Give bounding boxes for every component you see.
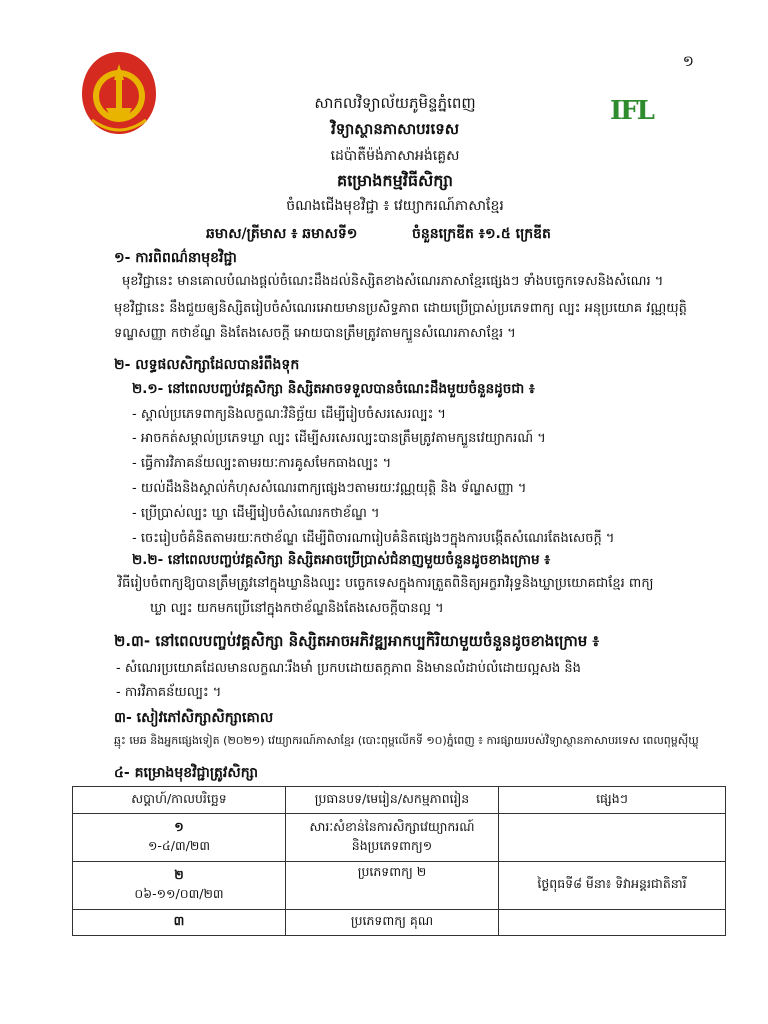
department-name: ដេប៉ាតឺម៉ង់ភាសាអង់គ្លេស (330, 148, 460, 164)
institute-name: វិទ្យាស្ថានភាសាបរទេស (330, 120, 460, 138)
week-cell (73, 814, 286, 862)
table-header-row (73, 787, 726, 814)
section4-title: ៤- គម្រោងមុខវិជ្ជាត្រូវសិក្សា (114, 765, 258, 781)
outcome-bullet: - អាចកត់សម្គាល់ប្រភេទឃ្លា ល្បះ ដើម្បីសរសេរល្បះបានត្រឹមត្រូវតាមក្បួនវេយ្យាករណ៍ ។ (132, 431, 546, 446)
outcome-bullet: - យល់ដឹងនិងស្គាល់កំហុសសំណេរពាក្យផ្សេងៗតាមរយៈវណ្ណយុត្តិ និង ទ័ណ្ឌសញ្ញា ។ (132, 481, 527, 496)
topic-line: និងប្រភេទពាក្យ១ (351, 837, 433, 853)
topic-line: ប្រភេទពាក្យ ២ (357, 864, 427, 879)
outcome-bullet: - ចេះរៀបចំគំនិតតាមរយៈកថាខ័ណ្ឌ ដើម្បីពិចារណារៀបគំនិតផ្សេងៗក្នុងការបង្កើតសំណេរតែងសេចក្តី ។ (132, 531, 615, 546)
university-seal-icon (80, 50, 158, 136)
table-row (73, 814, 726, 862)
document-title: គម្រោងកម្មវិធីសិក្សា (337, 171, 453, 190)
week-number: ២ (174, 866, 184, 882)
table-row (73, 862, 726, 910)
topic-line: សារៈសំខាន់នៃការសិក្សាវេយ្យាករណ៍ (309, 818, 475, 834)
reference-citation: ឆ្មុះ មេឆ និងអ្នកផ្សេងទៀត (២០២១) វេយ្យាករណ៍ភាសាខ្មែរ (បោះពុម្ពលើកទី ១០)ភ្នំពេញ ៖ ការផ្សាយរបស់វិទ្យាស្ថានភាសាបរទេស ពេលពុម្ពស៊ីឃ្លុ (114, 734, 699, 747)
note-cell (499, 814, 726, 862)
section1-para2: មុខវិជ្ជានេះ នឹងជួយឲ្យនិស្សិតរៀបចំសំណេរអោយមានប្រសិទ្ធភាព ដោយប្រើប្រាស់ប្រភេទពាក្យ ល្បះ អនុប្រយោគ វណ្ណយុត្តិ (114, 301, 687, 316)
note-cell (499, 910, 726, 936)
week-cell (73, 862, 286, 910)
topic-cell (286, 862, 499, 910)
outcome-bullet: - ប្រើប្រាស់ល្បះ ឃ្លា ដើម្បីរៀបចំសំណេរកថាខ័ណ្ឌ ។ (132, 506, 380, 521)
week-date: ០៦-១១/០៣/២៣ (134, 885, 224, 901)
section1-para1: មុខវិជ្ជានេះ មានគោលបំណងផ្តល់ចំណេះដឹងដល់និស្សិតខាងសំណេរភាសាខ្មែរផ្សេងៗ ទាំងបច្ចេកទេសនិងសំណេរ ។ (122, 274, 664, 289)
table-row (73, 910, 726, 936)
section2-sub2: ២.២- នៅពេលបញ្ចប់វគ្គសិក្សា និស្សិតអាចប្រើប្រាស់ជំនាញមួយចំនួនដូចខាងក្រោម ៖ (132, 552, 551, 568)
section2-sub3: ២.៣- នៅពេលបញ្ចប់វគ្គសិក្សា និស្សិតអាចអភិវឌ្ឍអាកប្បកិរិយាមួយចំនួនដូចខាងក្រោម ៖ (114, 632, 600, 650)
topic-cell (286, 814, 499, 862)
attitude-item: - ការវិភាគន័យល្បះ ។ (116, 685, 222, 700)
outcome-bullet: - ធ្វើការវិភាគន័យល្បះតាមរយៈការគូសមែកធាងល្បះ ។ (132, 456, 392, 471)
section2-sub2-para2: ឃ្លា ល្បះ យកមកប្រើនៅក្នុងកថាខ័ណ្ឌនិងតែងសេចក្តីបានល្អ ។ (150, 601, 444, 616)
section2-sub2-para1: វិធីរៀបចំពាក្យឱ្យបានត្រឹមត្រូវនៅក្នុងឃ្លានិងល្បះ បច្ចេកទេសក្នុងការត្រួតពិនិត្យអក្ខរាវិរុទ្ធនិងឃ្លាប្រយោគជាខ្មែរ ពាក្យ (118, 576, 654, 591)
column-header: ប្រធានបទ/មេរៀន/សកម្មភាពរៀន (286, 787, 499, 814)
note-cell: ថ្ងៃពុធទី៨ មីនា៖ ទិវាអន្តរជាតិនារី (499, 862, 726, 910)
section3-title: ៣- សៀវភៅសិក្សាសិក្សាគោល (114, 710, 274, 726)
attitude-item: - សំណេរប្រយោគដែលមានលក្ខណៈរឹងមាំ ប្រកបដោយតក្កភាព និងមានលំដាប់លំដោយល្អសង និង (116, 661, 581, 676)
week-number: ៣ (173, 913, 185, 928)
ifl-logo-text: IFL (610, 96, 653, 126)
column-header: ផ្សេងៗ (499, 787, 726, 814)
week-date: ១-៤/៣/២៣ (147, 837, 211, 853)
week-number: ១ (174, 818, 184, 834)
outcome-bullet: - ស្គាល់ប្រភេទពាក្យនិងលក្ខណៈវិនិច្ឆ័យ ដើម្បីរៀបចំសរសេរល្បះ ។ (132, 407, 446, 422)
university-name: សាកលវិទ្យាល័យភូមិន្ទភ្នំពេញ (314, 94, 476, 112)
topic-line: ប្រភេទពាក្យ គុណ (350, 913, 434, 928)
semester-label: ឆមាស/ត្រីមាស ៖ ឆមាសទី១ (206, 226, 358, 242)
credits-label: ចំនួនក្រេឌីត ៖១.៥ ក្រេឌីត (412, 226, 551, 242)
page-number: ១ (682, 52, 694, 70)
week-cell (73, 910, 286, 936)
column-header: សប្តាហ៍/កាលបរិច្ឆេទ (73, 787, 286, 814)
section1-para3: ទណ្ឌសញ្ញា កថាខ័ណ្ឌ និងតែងសេចក្តី អោយបានត្រឹមត្រូវតាមក្បួនសំណេរភាសាខ្មែរ ។ (114, 326, 516, 341)
course-schedule-table (72, 786, 726, 936)
ifl-logo (610, 96, 653, 130)
topic-cell (286, 910, 499, 936)
section2-sub1: ២.១- នៅពេលបញ្ចប់វគ្គសិក្សា និស្សិតអាចទទួលបានចំណេះដឹងមួយចំនួនដូចជា ៖ (132, 381, 535, 397)
course-title: ចំណងជើងមុខវិជ្ជា ៖ វេយ្យាករណ៍ភាសាខ្មែរ (286, 198, 504, 214)
section1-title: ១- ការពិពណ៌នាមុខវិជ្ជា (114, 250, 237, 266)
section2-title: ២- លទ្ធផលសិក្សាដែលបានរំពឹងទុក (114, 357, 300, 373)
